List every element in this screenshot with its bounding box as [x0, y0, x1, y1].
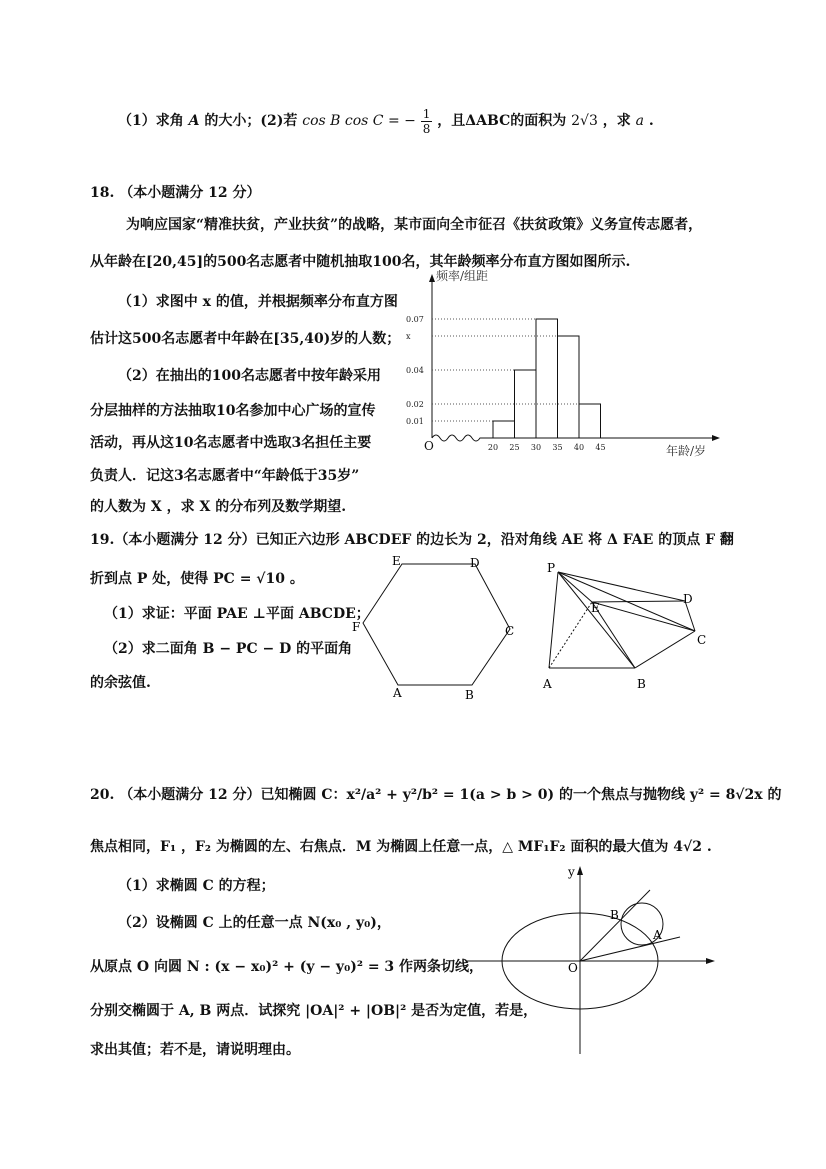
hexagon-shape [363, 564, 510, 685]
histogram-marks [406, 315, 606, 452]
q20-p2-line1: （2）设椭圆 C 上的任意一点 N(x₀ , y₀)， [118, 915, 391, 931]
q20-line2: 焦点相同，F₁ ，F₂ 为椭圆的左、右焦点．M 为椭圆上任意一点，△ MF₁F₂ 面积的最大值为 4√2 . [90, 839, 712, 855]
q17-cos-expr: cos B cos C = − [302, 113, 416, 129]
q20-p1: （1）求椭圆 C 的方程； [118, 878, 275, 894]
origin-label: O [424, 439, 434, 453]
edge-EC [592, 602, 695, 631]
q19-p2-line2: 的余弦值. [90, 675, 151, 691]
q20-p2-line4: 求出其值；若不是，请说明理由。 [90, 1042, 300, 1058]
hex-label-B: B [465, 688, 474, 702]
y-tick-label-3: x [406, 332, 411, 341]
edge-PD [558, 572, 685, 601]
q17-end: . [648, 113, 654, 129]
x-tick-label-40: 40 [573, 443, 585, 452]
histogram-bar-20-25 [493, 421, 515, 438]
histogram-bar-35-40 [558, 336, 580, 438]
x-axis-label: 年龄/岁 [666, 444, 707, 458]
folded-solid-figure [535, 558, 715, 698]
x-tick-label-25: 25 [509, 443, 520, 452]
tangent-line-OA [580, 937, 680, 961]
fold-label-E: E [591, 601, 600, 615]
q17-cond: ，且ΔABC的面积为 [437, 113, 567, 129]
edge-AE-hidden [549, 602, 592, 668]
fold-label-P: P [547, 561, 556, 575]
histogram-bar-30-35 [536, 319, 558, 438]
x-tick-label-45: 45 [595, 443, 606, 452]
y-tick-label-1: 0.02 [406, 400, 424, 409]
y-axis-arrow [429, 274, 435, 282]
hex-label-C: C [505, 624, 515, 638]
ellipse-figure [460, 858, 720, 1058]
hex-label-D: D [470, 556, 480, 570]
q20-p2-line2: 从原点 O 向圆 N : (x − x₀)² + (y − y₀)² = 3 作两条切线， [90, 959, 484, 975]
edge-PE [558, 572, 592, 602]
q19-p1: （1）求证：平面 PAE ⊥平面 ABCDE； [104, 606, 370, 622]
q18-p2-line3: 活动，再从这10名志愿者中选取3名担任主要 [90, 435, 372, 451]
hex-label-E: E [392, 554, 401, 568]
y-tick-label-2: 0.04 [406, 366, 424, 375]
fig-label-O: O [568, 961, 578, 975]
edge-BC [635, 631, 695, 668]
q17-part1-end: 的大小；(2)若 [204, 113, 298, 129]
fold-label-B: B [637, 677, 646, 691]
edge-PA [549, 572, 558, 668]
fold-label-A: A [543, 677, 552, 691]
x-tick-label-30: 30 [530, 443, 542, 452]
q18-p2-line4: 负责人．记这3名志愿者中“年龄低于35岁” [90, 468, 360, 484]
q17-ask: ，求 [602, 113, 631, 129]
q17-part1: （1）求角 [118, 113, 184, 129]
histogram-axes [424, 268, 720, 458]
histogram-bar-40-45 [579, 404, 601, 438]
fold-label-D: D [683, 592, 693, 606]
hexagon-figure [345, 550, 525, 705]
edge-PB [558, 572, 635, 668]
q19-p2-line1: （2）求二面角 B − PC − D 的平面角 [104, 641, 353, 657]
q17-text [118, 104, 654, 138]
q17-var-a: a [635, 113, 644, 129]
y-tick-label-4: 0.07 [406, 315, 424, 324]
q18-p2-line2: 分层抽样的方法抽取10名参加中心广场的宣传 [90, 403, 376, 419]
q17-fraction [421, 107, 433, 136]
q19-header: 19.（本小题满分 12 分）已知正六边形 ABCDEF 的边长为 2，沿对角线 AE 将 Δ FAE 的顶点 F 翻 [90, 532, 734, 548]
x-tick-label-20: 20 [487, 443, 499, 452]
histogram-chart [396, 262, 726, 462]
hex-label-F: F [352, 620, 361, 634]
fold-label-C: C [697, 633, 707, 647]
hex-label-A: A [393, 686, 402, 700]
y-axis-arrow [577, 866, 583, 875]
y-tick-label-0: 0.01 [406, 417, 424, 426]
x-axis-arrow [706, 958, 715, 964]
fig-label-y: y [568, 865, 575, 879]
q18-line2: 从年龄在[20,45]的500名志愿者中随机抽取100名，其年龄频率分布直方图如图所示. [90, 254, 631, 270]
q18-header: 18. （本小题满分 12 分） [90, 185, 261, 201]
q18-p2-line5: 的人数为 X ，求 X 的分布列及数学期望. [90, 499, 347, 515]
x-tick-label-35: 35 [552, 443, 563, 452]
fig-label-B: B [610, 908, 619, 922]
tangent-line-OB [580, 890, 650, 961]
x-axis-arrow [712, 435, 720, 441]
q17-frac-num: 1 [422, 106, 431, 121]
q18-line1: 为响应国家“精准扶贫，产业扶贫”的战略，某市面向全市征召《扶贫政策》义务宣传志愿者， [126, 217, 703, 233]
q20-p2-line3: 分别交椭圆于 A, B 两点．试探究 |OA|² + |OB|² 是否为定值，若是， [90, 1003, 538, 1019]
q17-frac-den: 8 [422, 121, 431, 136]
q17-var-A: A [188, 113, 200, 129]
q19-line2: 折到点 P 处，使得 PC = √10 。 [90, 571, 304, 587]
q17-area: 2√3 [571, 113, 598, 129]
q18-p1-line1: （1）求图中 x 的值，并根据频率分布直方图 [118, 294, 398, 310]
fig-label-A: A [653, 928, 662, 942]
y-axis-label: 频率/组距 [436, 269, 489, 283]
q18-p2-line1: （2）在抽出的100名志愿者中按年龄采用 [118, 368, 381, 384]
edge-DE [592, 601, 685, 602]
q18-p1-line2: 估计这500名志愿者中年龄在[35,40)岁的人数； [90, 331, 401, 347]
q20-header: 20. （本小题满分 12 分）已知椭圆 C：x²/a² + y²/b² = 1(a > b > 0) 的一个焦点与抛物线 y² = 8√2x 的 [90, 787, 782, 803]
